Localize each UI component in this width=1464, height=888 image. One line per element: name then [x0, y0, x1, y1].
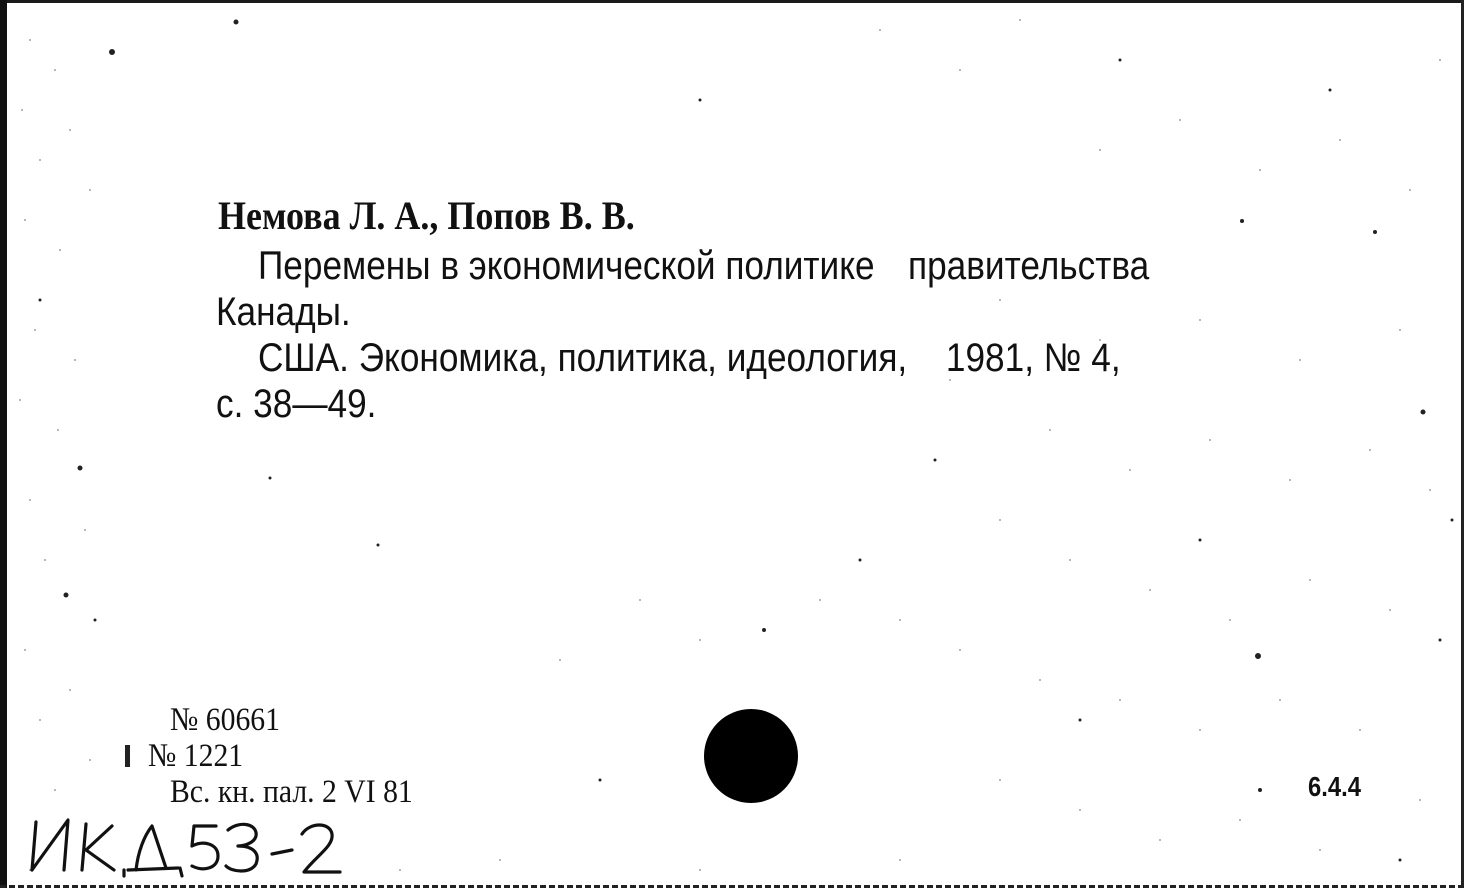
- card-entry-number: № 1221: [148, 738, 244, 774]
- punch-hole: [704, 709, 798, 803]
- card-entry-marker: [125, 745, 130, 767]
- card-registry-note: Вс. кн. пал. 2 VI 81: [170, 774, 413, 810]
- card-accession-number: № 60661: [170, 702, 281, 738]
- card-left-edge: [0, 0, 7, 888]
- handwritten-shelfmark: [28, 812, 348, 880]
- card-title-line-1: [258, 246, 1149, 286]
- card-classification-code: 6.4.4: [1308, 771, 1361, 802]
- card-title-part-2: правительства: [908, 244, 1150, 288]
- card-top-edge: [0, 0, 1464, 3]
- card-source-journal: США. Экономика, политика, идеология,: [258, 336, 908, 380]
- card-source-pages: с. 38—49.: [216, 382, 377, 426]
- card-source-line-1: [258, 338, 1121, 378]
- card-title-part-1: Перемены в экономической политике: [258, 244, 875, 288]
- card-authors: Немова Л. А., Попов В. В.: [218, 193, 635, 238]
- card-source-issue: 1981, № 4,: [945, 336, 1121, 380]
- card-title-line-2: Канады.: [216, 290, 351, 334]
